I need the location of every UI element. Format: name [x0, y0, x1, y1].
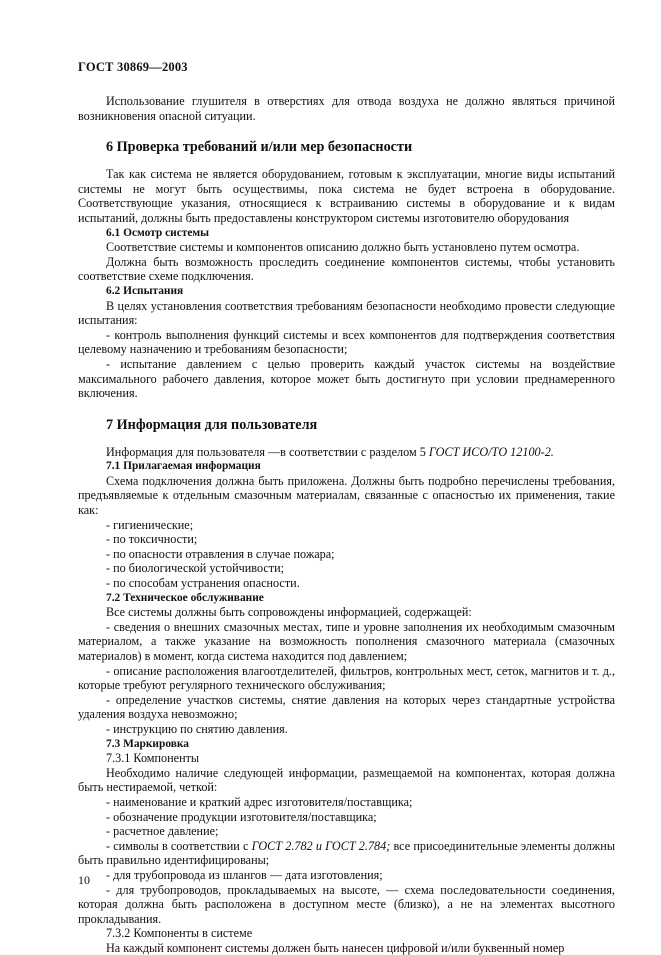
subsection-7-2-p5: - инструкцию по снятию давления. — [106, 721, 288, 736]
subsection-7-1-heading: 7.1 Прилагаемая информация — [106, 460, 261, 473]
page-number: 10 — [78, 873, 90, 887]
document-code-header: ГОСТ 30869—2003 — [78, 60, 188, 74]
subsection-6-1-p1: Соответствие системы и компонентов описанию должно быть установлено путем осмотра. — [106, 240, 580, 255]
intro-paragraph: Использование глушителя в отверстиях для отвода воздуха не должно являться причиной возникновения опасной ситуации. — [78, 94, 615, 123]
subsection-6-2-p3: - испытание давлением с целью проверить каждый участок системы на воздействие максимального рабочего давления, которое может быть достигнуто при условии преднамеренного включения. — [78, 356, 615, 401]
subsection-7-3-2-p1: На каждый компонент системы должен быть нанесен цифровой и/или буквенный номер — [106, 940, 565, 955]
symbols-text-b: все присоединительные элементы должны быть правильно идентифицированы; — [78, 838, 616, 868]
list-item: - гигиенические; — [106, 517, 194, 532]
list-item: - расчетное давление; — [106, 824, 219, 839]
symbols-and: и — [312, 838, 326, 853]
list-item: - по опасности отравления в случае пожара; — [106, 546, 335, 561]
list-item: - по токсичности; — [106, 532, 198, 547]
section-7-intro — [78, 445, 615, 460]
subsection-7-2-p1: Все системы должны быть сопровождены информацией, содержащей: — [106, 605, 472, 620]
subsection-6-2-p1: В целях установления соответствия требованиям безопасности необходимо провести следующие испытания: — [78, 298, 615, 328]
section-6-paragraph: Так как система не является оборудованием, готовым к эксплуатации, многие виды испытаний системы не могут быть осуществимы, пока система не будет встроена в оборудование. Соответствующие указания, относящиеся к встраиванию системы в оборудование и к видам испытаний, должны быть предоставлены конструктором системы изготовителю оборудования — [78, 167, 615, 225]
list-item: - обозначение продукции изготовителя/поставщика; — [106, 809, 377, 824]
section-6-heading: 6 Проверка требований и/или мер безопасности — [106, 139, 413, 156]
subsection-7-3-1-heading: 7.3.1 Компоненты — [106, 751, 200, 766]
subsection-7-3-1-p1: Необходимо наличие следующей информации, размещаемой на компонентах, которая должна быть нестираемой, четкой: — [78, 765, 615, 795]
subsection-6-2-heading: 6.2 Испытания — [106, 284, 184, 297]
subsection-6-1-p2: Должна быть возможность проследить соединение компонентов системы, чтобы установить соответствие схеме подключения. — [78, 254, 615, 284]
section-7-intro-text: Информация для пользователя —в соответствии с разделом 5 — [106, 444, 429, 459]
symbols-paragraph — [78, 839, 615, 868]
list-item: - по способам устранения опасности. — [106, 576, 300, 591]
hose-date-paragraph: - для трубопровода из шлангов — дата изготовления; — [106, 867, 383, 882]
subsection-7-2-heading: 7.2 Техническое обслуживание — [106, 591, 264, 604]
list-item: - по биологической устойчивости; — [106, 561, 284, 576]
subsection-7-2-p4: - определение участков системы, снятие давления на которых через стандартные устройства удаления воздуха невозможно; — [78, 692, 615, 722]
symbols-text-a: - символы в соответствии с — [106, 838, 252, 853]
subsection-6-2-p2: - контроль выполнения функций системы и всех компонентов для подтверждения соответствия целевому назначению и требованиям безопасности; — [78, 327, 615, 357]
list-item: - наименование и краткий адрес изготовителя/поставщика; — [106, 794, 413, 809]
subsection-7-2-p2: - сведения о внешних смазочных местах, типе и уровне заполнения их необходимым смазочным материалом, а также указание на возможность пополнения смазочного материала (смазочных материалов) в момент, когда система находится под давлением; — [78, 619, 615, 663]
subsection-7-1-p1: Схема подключения должна быть приложена. Должны быть подробно перечислены требования, предъявляемые к отдельным смазочным материалам, связанные с опасностью их применения, такие как: — [78, 473, 615, 518]
pipe-scheme-paragraph: - для трубопроводов, прокладываемых на высоте, — схема последовательности соединения, которая должна быть расположена в доступном месте (близко), а не на элементах высотного прокладывания. — [78, 882, 615, 926]
subsection-6-1-heading: 6.1 Осмотр системы — [106, 226, 210, 239]
subsection-7-3-heading: 7.3 Маркировка — [106, 737, 189, 750]
document-page — [78, 60, 615, 955]
section-7-intro-reference: ГОСТ ИСО/ТО 12100-2. — [428, 444, 554, 459]
section-7-heading: 7 Информация для пользователя — [106, 416, 318, 433]
subsection-7-2-p3: - описание расположения влагоотделителей, фильтров, контрольных мест, сеток, магнитов и т. д., которые требуют регулярного технического обслуживания; — [78, 663, 615, 693]
symbols-reference-2: ГОСТ 2.784; — [325, 838, 391, 853]
symbols-reference-1: ГОСТ 2.782 — [251, 838, 313, 853]
subsection-7-3-2-heading: 7.3.2 Компоненты в системе — [106, 926, 253, 941]
